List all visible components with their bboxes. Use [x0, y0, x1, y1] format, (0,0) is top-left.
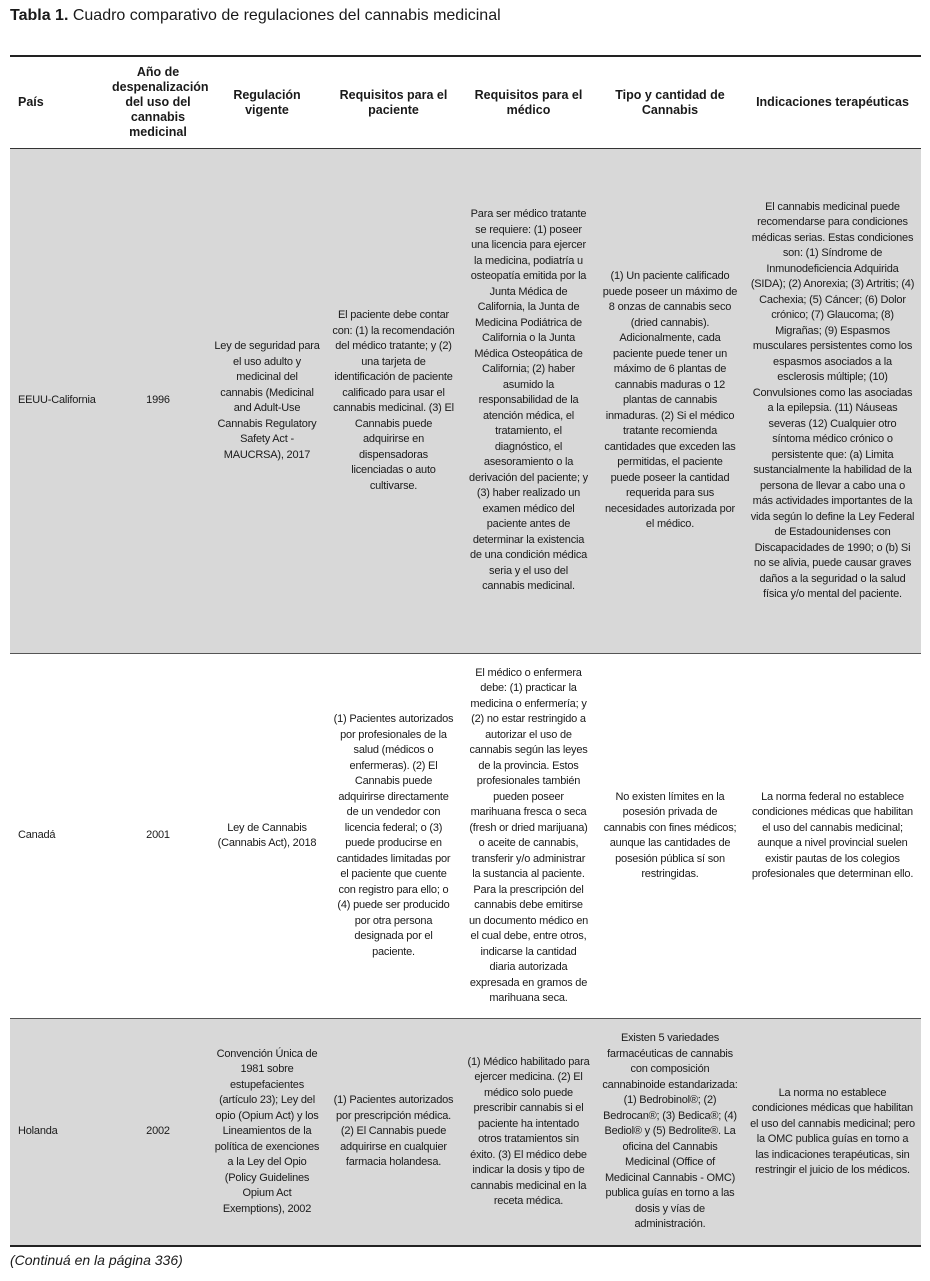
table-caption: Cuadro comparativo de regulaciones del cannabis medicinal	[72, 7, 501, 24]
header-cannabis-type: Tipo y cantidad de Cannabis	[596, 56, 744, 149]
cell-regulation: Ley de Cannabis (Cannabis Act), 2018	[208, 654, 326, 1019]
cell-patient: (1) Pacientes autorizados por prescripción médica. (2) El Cannabis puede adquirirse en cualquier farmacia holandesa.	[326, 1019, 461, 1247]
cell-indications: La norma no establece condiciones médicas que habilitan el uso del cannabis medicinal; pero la OMC publica guías en torno a las indicaciones terapéuticas, sin restringir el juicio de los médicos.	[744, 1019, 921, 1247]
cell-year: 2001	[108, 654, 208, 1019]
cell-doctor: Para ser médico tratante se requiere: (1) poseer una licencia para ejercer la medicina, podiatría u osteopatía emitida por la Junta Médica de California, la Junta de Medicina Podiátrica de California o la Junta Médica Osteopática de California; (2) haber asumido la responsabilidad de la atención médica, el tratamiento, el diagnóstico, el asesoramiento o la derivación del paciente; y (3) haber realizado un examen médico del paciente antes de determinar la existencia de una condición médica seria y el uso del cannabis medicinal.	[461, 149, 596, 654]
continuation-note: (Continuá en la página 336)	[10, 1252, 183, 1268]
table-row	[10, 654, 921, 1019]
cell-country: Holanda	[10, 1019, 108, 1247]
cell-patient: (1) Pacientes autorizados por profesionales de la salud (médicos o enfermeras). (2) El Cannabis puede adquirirse directamente de un vendedor con licencia federal; o (3) puede producirse en cantidades limitadas por el paciente que cuente con registro para ello; o (4) puede ser producido por otra persona designada por el paciente.	[326, 654, 461, 1019]
cell-cannabis: (1) Un paciente calificado puede poseer un máximo de 8 onzas de cannabis seco (dried cannabis). Adicionalmente, cada paciente puede tener un máximo de 6 plantas de cannabis maduras o 12 plantas de cannabis inmaduras. (2) Si el médico tratante recomienda cantidades que exceden las permitidas, el paciente puede poseer la cantidad requerida para sus necesidades autorizada por el médico.	[596, 149, 744, 654]
cell-indications: La norma federal no establece condiciones médicas que habilitan el uso del cannabis medicinal; aunque a nivel provincial suelen existir pautas de los colegios profesionales que determinan ello.	[744, 654, 921, 1019]
table-title	[10, 6, 501, 26]
cell-regulation: Ley de seguridad para el uso adulto y medicinal del cannabis (Medicinal and Adult-Use Cannabis Regulatory Safety Act - MAUCRSA), 2017	[208, 149, 326, 654]
table-row	[10, 149, 921, 654]
header-row	[10, 56, 921, 149]
cell-patient: El paciente debe contar con: (1) la recomendación del médico tratante; y (2) una tarjeta de identificación de paciente calificado para usar el cannabis medicinal. (3) El Cannabis puede adquirirse en dispensadoras licenciadas o auto cultivarse.	[326, 149, 461, 654]
header-country: País	[10, 56, 108, 149]
comparison-table	[10, 55, 921, 1247]
header-regulation: Regulación vigente	[208, 56, 326, 149]
cell-year: 2002	[108, 1019, 208, 1247]
cell-country: Canadá	[10, 654, 108, 1019]
cell-country: EEUU-California	[10, 149, 108, 654]
cell-regulation: Convención Única de 1981 sobre estupefacientes (artículo 23); Ley del opio (Opium Act) y los Lineamientos de la política de exenciones a la Ley del Opio (Policy Guidelines Opium Act Exemptions), 2002	[208, 1019, 326, 1247]
table-row	[10, 1019, 921, 1247]
cell-cannabis: Existen 5 variedades farmacéuticas de cannabis con composición cannabinoide estandarizada: (1) Bedrobinol®; (2) Bedrocan®; (3) Bedica®; (4) Bediol® y (5) Bedrolite®. La oficina del Cannabis Medicinal (Office of Medicinal Cannabis - OMC) publica guías en torno a las dosis y vías de administración.	[596, 1019, 744, 1247]
header-indications: Indicaciones terapéuticas	[744, 56, 921, 149]
cell-doctor: El médico o enfermera debe: (1) practicar la medicina o enfermería; y (2) no estar restringido a autorizar el uso de cannabis según las leyes de la provincia. Estos profesionales también pueden poseer marihuana fresca o seca (fresh or dried marijuana) o aceite de cannabis, transferir y/o administrar la sustancia al paciente. Para la prescripción del cannabis debe emitirse un documento médico en el cual debe, entre otros, indicarse la cantidad diaria autorizada expresada en gramos de marihuana seca.	[461, 654, 596, 1019]
table-number: Tabla 1.	[10, 7, 69, 24]
cell-indications: El cannabis medicinal puede recomendarse para condiciones médicas serias. Estas condiciones son: (1) Síndrome de Inmunodeficiencia Adquirida (SIDA); (2) Anorexia; (3) Artritis; (4) Cachexia; (5) Cáncer; (6) Dolor crónico; (7) Glaucoma; (8) Migrañas; (9) Espasmos musculares persistentes como los espasmos asociados a la esclerosis múltiple; (10) Convulsiones como las asociadas a la epilepsia. (11) Náuseas severas (12) Cualquier otro síntoma médico crónico o persistente que: (a) Limita sustancialmente la habilidad de la persona de llevar a cabo una o más actividades importantes de la vida según lo define la Ley Federal de Estadounidenses con Discapacidades de 1990; o (b) Si no se alivia, puede causar graves daños a la seguridad o la salud física y/o mental del paciente.	[744, 149, 921, 654]
header-year: Año de despenalización del uso del cannabis medicinal	[108, 56, 208, 149]
cell-year: 1996	[108, 149, 208, 654]
header-patient-requirements: Requisitos para el paciente	[326, 56, 461, 149]
cell-doctor: (1) Médico habilitado para ejercer medicina. (2) El médico solo puede prescribir cannabis si el paciente ha intentado otros tratamientos sin éxito. (3) El médico debe indicar la dosis y tipo de cannabis medicinal en la receta médica.	[461, 1019, 596, 1247]
header-doctor-requirements: Requisitos para el médico	[461, 56, 596, 149]
cell-cannabis: No existen límites en la posesión privada de cannabis con fines médicos; aunque las cantidades de posesión pública sí son restringidas.	[596, 654, 744, 1019]
